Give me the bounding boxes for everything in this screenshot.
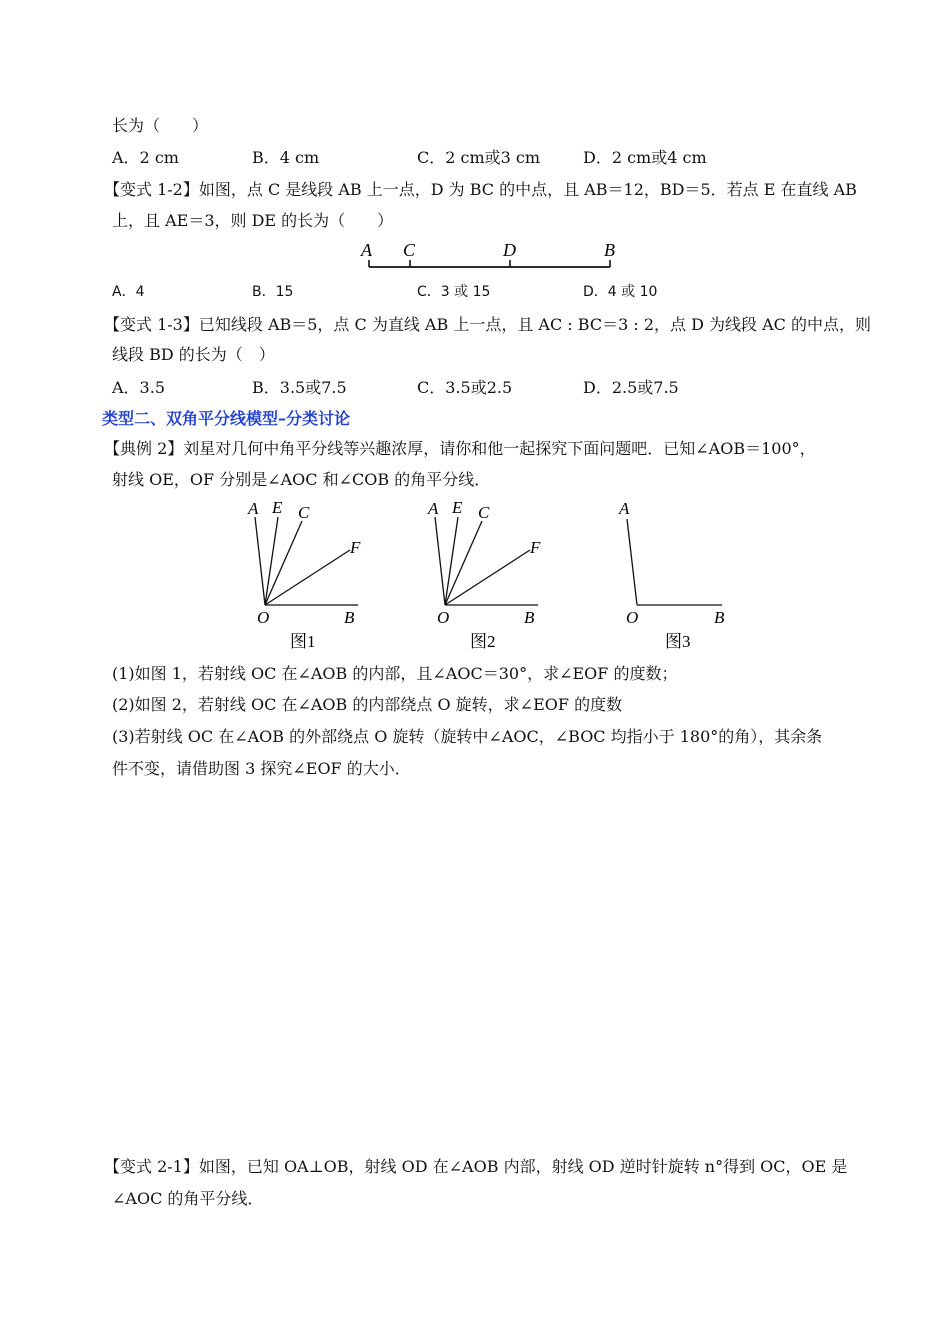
q1-2-text-line1: 【变式 1-2】如图，点 C 是线段 AB 上一点，D 为 BC 的中点，且 AB＝12，BD＝5．若点 E 在直线 AB [104,180,857,199]
figure-1 [240,495,380,655]
q1-3-text-line1: 【变式 1-3】已知线段 AB＝5，点 C 为直线 AB 上一点，且 AC : BC＝3 : 2，点 D 为线段 AC 的中点，则 [104,315,871,334]
q1-3-option-c: C．3.5或2.5 [417,378,513,397]
q1-3-option-d: D．2.5或7.5 [583,378,679,397]
q1-3-option-a: A．3.5 [112,378,166,397]
label-d: D [503,240,516,260]
fig3-caption: 图3 [665,632,691,651]
example-2-part-1: (1)如图 1，若射线 OC 在∠AOB 的内部，且∠AOC＝30°，求∠EOF 的度数； [112,664,678,683]
fig2-label-a: A [428,499,439,518]
example-2-text-line1: 【典例 2】刘星对几何中角平分线等兴趣浓厚，请你和他一起探究下面问题吧．已知∠AOB＝100°， [104,439,816,458]
fig2-caption: 图2 [470,632,496,651]
q1-3-text-line2: 线段 BD 的长为（ ） [112,345,275,364]
variant-2-1-line1: 【变式 2-1】如图，已知 OA⊥OB，射线 OD 在∠AOB 内部，射线 OD 逆时针旋转 n°得到 OC，OE 是 [104,1157,848,1176]
q1-1-option-c: C．2 cm或3 cm [417,148,541,167]
example-2-part-2: (2)如图 2，若射线 OC 在∠AOB 的内部绕点 O 旋转，求∠EOF 的度数 [112,695,623,714]
example-2-part-3-line1: (3)若射线 OC 在∠AOB 的外部绕点 O 旋转（旋转中∠AOC，∠BOC 均指小于 180°的角），其余条 [112,727,823,746]
fig1-label-f: F [350,538,361,557]
fig2-label-b: B [524,608,535,627]
q1-1-option-d: D．2 cm或4 cm [583,148,707,167]
label-a: A [361,240,372,260]
example-2-part-3-line2: 件不变，请借助图 3 探究∠EOF 的大小． [112,759,411,778]
fig1-label-e: E [272,498,283,517]
q1-2-option-a: A．4 [112,284,145,300]
fig1-label-c: C [298,503,310,522]
fig3-label-b: B [714,608,725,627]
fig1-caption: 图1 [290,632,316,651]
fig2-label-c: C [478,503,490,522]
example-2-text-line2: 射线 OE，OF 分别是∠AOC 和∠COB 的角平分线． [112,470,491,489]
q1-2-option-b: B．15 [252,284,294,300]
q1-2-option-c: C．3 或 15 [417,284,491,300]
q1-1-option-a: A．2 cm [112,148,179,167]
fig1-label-a: A [248,499,259,518]
fig1-label-o: O [257,608,270,627]
figure-3 [610,495,750,655]
figure-2 [420,495,560,655]
q1-3-option-b: B．3.5或7.5 [252,378,347,397]
fig1-label-b: B [344,608,355,627]
fig2-label-e: E [452,498,463,517]
q1-1-tail: 长为（ ） [112,116,209,135]
fig2-label-o: O [437,608,450,627]
q1-2-text-line2: 上，且 AE＝3，则 DE 的长为（ ） [112,211,394,230]
fig3-label-a: A [619,499,630,518]
q1-2-option-d: D．4 或 10 [583,284,658,300]
q1-1-option-b: B．4 cm [252,148,320,167]
fig2-label-f: F [530,538,541,557]
label-b: B [604,240,615,260]
label-c: C [403,240,416,260]
q1-1-options [112,147,712,169]
q1-2-options [112,281,712,303]
section-heading: 类型二、双角平分线模型–分类讨论 [102,409,351,428]
q1-3-options [112,377,712,399]
fig3-label-o: O [626,608,639,627]
segment-diagram [355,238,625,274]
variant-2-1-line2: ∠AOC 的角平分线． [112,1189,264,1208]
